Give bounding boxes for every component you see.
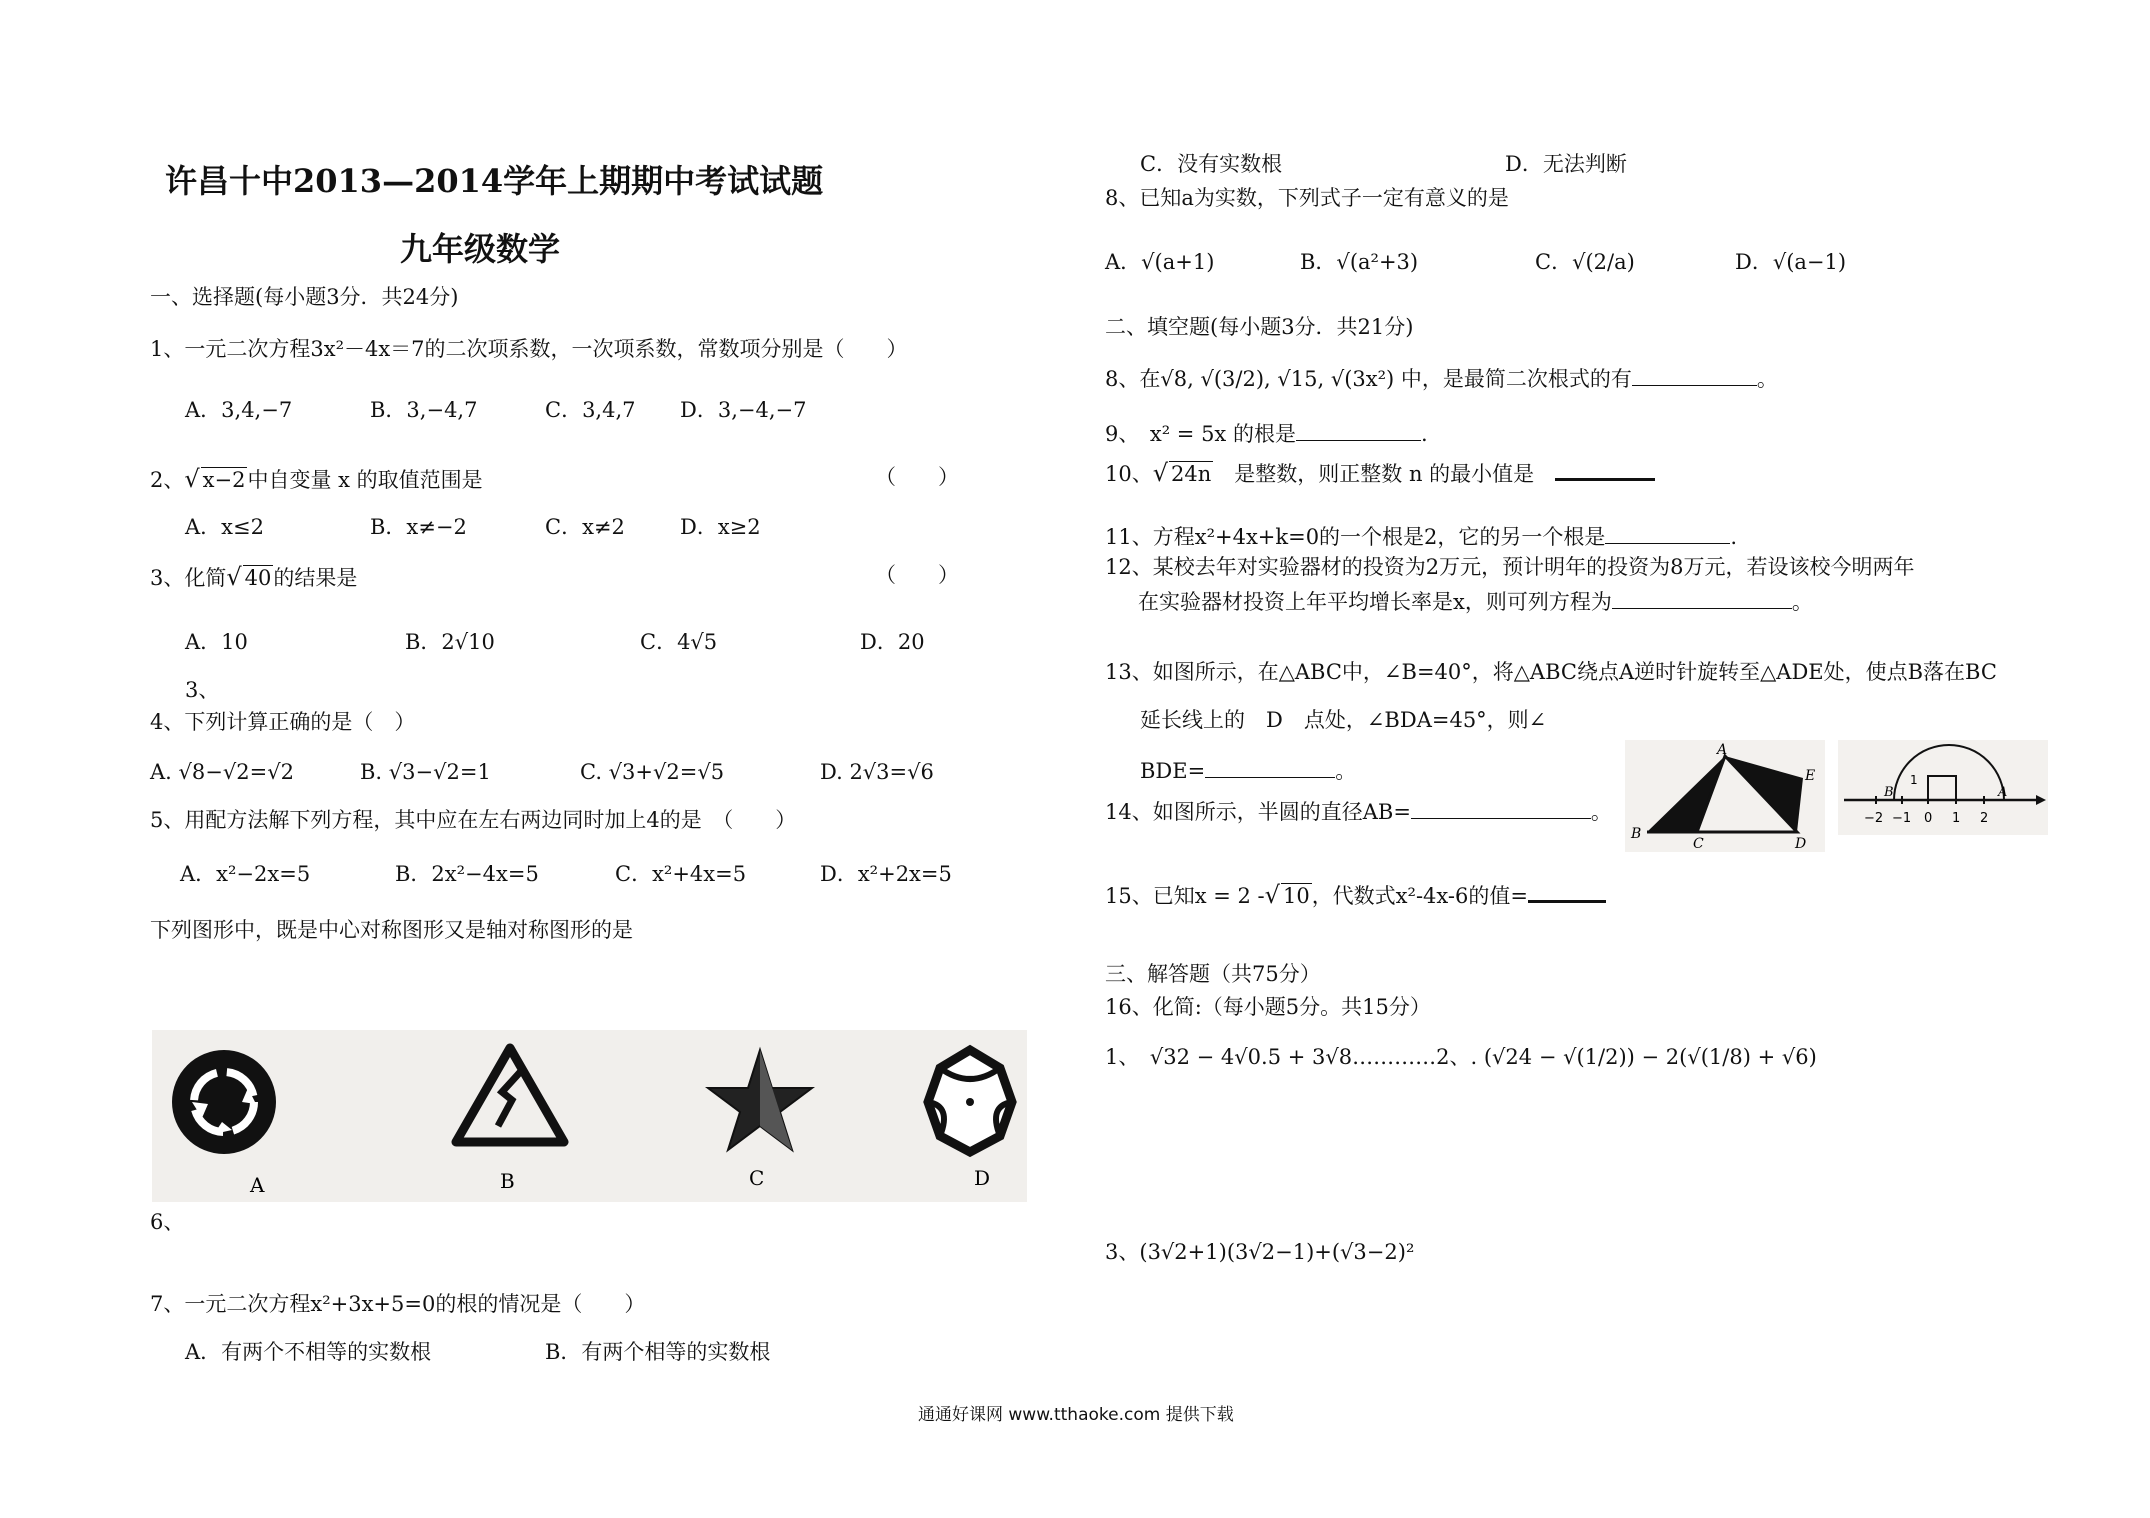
q8-option-c: C．√(2/a)	[1535, 250, 1635, 274]
q1-option-b: B．3,−4,7	[370, 398, 478, 422]
fill-9: 9、 x² = 5x 的根是 .	[1105, 422, 1428, 446]
fig14-tick-minus-2: −2	[1864, 811, 1884, 826]
exam-title: 许昌十中2013—2014学年上期期中考试试题	[165, 162, 824, 200]
section-2-heading: 二、填空题(每小题3分．共21分)	[1105, 315, 1414, 339]
q8-option-b: B．√(a²+3)	[1300, 250, 1419, 274]
fill-15: 15、已知x = 2 -√ 10，代数式x²-4x-6的值=	[1105, 880, 1606, 910]
q2-option-a: A．x≤2	[185, 515, 264, 539]
question-3-stray-number: 3、	[185, 678, 220, 702]
figure-label-a: A	[250, 1173, 265, 1197]
figure-b-warning-sign-icon	[456, 1048, 564, 1142]
q5-option-c: C．x²+4x=5	[615, 862, 747, 886]
figure-14-semicircle	[1838, 740, 2048, 835]
q2-answer-paren: （ ）	[875, 465, 959, 489]
section-1-heading: 一、选择题(每小题3分．共24分)	[150, 285, 459, 309]
fill-8: 8、在√8, √(3/2), √15, √(3x²) 中，是最简二次根式的有 。	[1105, 367, 1778, 391]
q3-option-c: C．4√5	[640, 630, 718, 654]
fig14-tick-1: 1	[1952, 811, 1961, 826]
q4-option-c: C. √3+√2=√5	[580, 760, 725, 784]
q5-option-d: D．x²+2x=5	[820, 862, 952, 886]
question-6: 下列图形中，既是中心对称图形又是轴对称图形的是	[150, 918, 633, 942]
fig13-label-d: D	[1795, 836, 1807, 852]
fill-12-line1: 12、某校去年对实验器材的投资为2万元，预计明年的投资为8万元，若设该校今明两年	[1105, 555, 1915, 579]
fig13-label-a: A	[1717, 742, 1728, 758]
q3-answer-paren: （ ）	[875, 563, 959, 587]
question-4: 4、下列计算正确的是（ ）	[150, 710, 416, 734]
fig14-tick-0: 0	[1924, 811, 1933, 826]
q5-option-b: B．2x²−4x=5	[395, 862, 539, 886]
symmetry-figures	[152, 1030, 1027, 1202]
question-5: 5、用配方法解下列方程，其中应在左右两边同时加上4的是 （ ）	[150, 808, 797, 832]
q7-option-a: A．有两个不相等的实数根	[185, 1340, 432, 1364]
q2-option-b: B．x≠−2	[370, 515, 467, 539]
question-3: 3、化简√ 40的结果是	[150, 563, 358, 591]
q3-option-a: A．10	[185, 630, 248, 654]
fig13-label-b: B	[1631, 826, 1642, 842]
q16-part-3: 3、(3√2+1)(3√2−1)+(√3−2)²	[1105, 1240, 1415, 1264]
q3-option-b: B．2√10	[405, 630, 495, 654]
fig13-label-c: C	[1693, 836, 1704, 852]
q2-option-d: D．x≥2	[680, 515, 761, 539]
fig14-tick-minus-1: −1	[1892, 811, 1912, 826]
figure-c-star-icon	[708, 1050, 812, 1150]
fill-13-line3: BDE= 。	[1140, 759, 1357, 783]
fill-10: 10、√ 24n 是整数，则正整数 n 的最小值是	[1105, 458, 1655, 488]
figure-label-b: B	[500, 1169, 515, 1193]
q4-option-a: A. √8−√2=√2	[150, 760, 294, 784]
q7-option-b: B．有两个相等的实数根	[545, 1340, 771, 1364]
fig13-label-e: E	[1805, 768, 1816, 784]
fill-14: 14、如图所示，半圆的直径AB= 。	[1105, 800, 1612, 824]
figure-label-d: D	[974, 1166, 991, 1190]
figure-13-triangles	[1625, 740, 1825, 852]
figure-d-octagon-icon	[928, 1050, 1012, 1152]
q16-part-1: 1、 √32 − 4√0.5 + 3√8…………2、. (√24 − √(1/2)) − 2(√(1/8) + √6)	[1105, 1045, 1817, 1069]
footer-credit: 通通好课网 www.tthaoke.com 提供下载	[918, 1405, 1234, 1425]
question-2: 2、√ x−2中自变量 x 的取值范围是	[150, 465, 483, 493]
q4-option-d: D. 2√3=√6	[820, 760, 934, 784]
exam-subtitle: 九年级数学	[400, 230, 561, 268]
figure-label-c: C	[749, 1166, 765, 1190]
fill-13-line2: 延长线上的 D 点处，∠BDA=45°，则∠	[1140, 708, 1547, 732]
fill-11: 11、方程x²+4x+k=0的一个根是2，它的另一个根是 .	[1105, 525, 1738, 549]
fig14-label-one: 1	[1910, 773, 1918, 787]
question-7: 7、一元二次方程x²+3x+5=0的根的情况是（ ）	[150, 1292, 646, 1316]
question-16: 16、化简:（每小题5分。共15分）	[1105, 995, 1431, 1019]
q3-option-d: D．20	[860, 630, 925, 654]
question-8: 8、已知a为实数，下列式子一定有意义的是	[1105, 186, 1509, 210]
q1-option-a: A．3,4,−7	[185, 398, 293, 422]
fig14-label-a: A	[1998, 785, 2008, 800]
q7-option-c: C．没有实数根	[1140, 152, 1283, 176]
fill-13-line1: 13、如图所示，在△ABC中，∠B=40°，将△ABC绕点A逆时针旋转至△ADE处，使点B落在BC	[1105, 660, 1997, 684]
q5-option-a: A．x²−2x=5	[180, 862, 311, 886]
fill-12-line2: 在实验器材投资上年平均增长率是x，则可列方程为 。	[1138, 590, 1813, 614]
q1-option-d: D．3,−4,−7	[680, 398, 807, 422]
q7-option-d: D．无法判断	[1505, 152, 1627, 176]
figure-a-roundabout-icon	[172, 1050, 276, 1154]
q1-option-c: C．3,4,7	[545, 398, 636, 422]
question-6-number: 6、	[150, 1210, 185, 1234]
q8-option-d: D．√(a−1)	[1735, 250, 1847, 274]
q4-option-b: B. √3−√2=1	[360, 760, 491, 784]
fig14-tick-2: 2	[1980, 811, 1989, 826]
question-1: 1、一元二次方程3x²－4x＝7的二次项系数，一次项系数，常数项分别是（ ）	[150, 337, 908, 361]
fig14-label-b: B	[1884, 785, 1894, 800]
section-3-heading: 三、解答题（共75分）	[1105, 962, 1321, 986]
q2-option-c: C．x≠2	[545, 515, 625, 539]
q8-option-a: A．√(a+1)	[1105, 250, 1215, 274]
